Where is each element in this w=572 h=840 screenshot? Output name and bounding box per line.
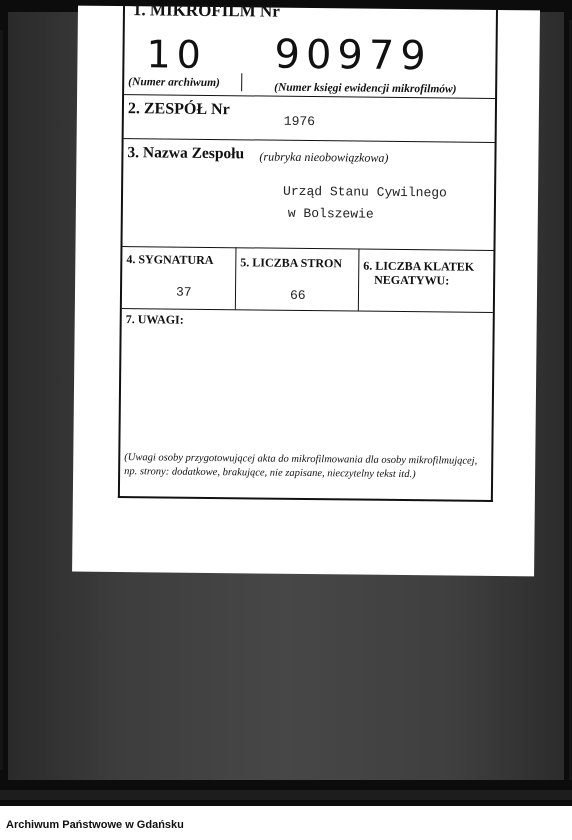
section-3-note: (rubryka nieobowiązkowa) — [259, 149, 389, 165]
caption-divider — [241, 73, 242, 91]
notes-line-1: (Uwagi osoby przygotowującej akta do mikrofilmowania dla osoby mikrofilmującej, — [124, 452, 478, 467]
zespol-number: 1976 — [283, 113, 316, 130]
section-1-label: 1. MIKROFILM Nr — [132, 0, 280, 21]
zespol-name-line-2: w Bolszewie — [287, 205, 374, 222]
divider-5-6 — [358, 249, 360, 311]
archive-number: 10 — [146, 32, 208, 77]
section-6-label-line-2: NEGATYWU: — [374, 272, 450, 288]
microfilm-form-card — [72, 0, 540, 577]
ledger-number-caption: (Numer księgi ewidencji mikrofilmów) — [274, 81, 457, 96]
divider-2 — [124, 138, 495, 143]
scan-edge — [0, 30, 3, 770]
archive-number-caption: (Numer archiwum) — [128, 76, 220, 90]
ledger-number: 90979 — [274, 31, 432, 80]
section-3-label: 3. Nazwa Zespołu — [127, 144, 245, 163]
section-7-label: 7. UWAGI: — [125, 312, 184, 327]
form-table — [118, 0, 498, 502]
sygnatura-value: 37 — [175, 284, 192, 300]
section-5-label: 5. LICZBA STRON — [240, 255, 343, 271]
archive-name: Archiwum Państwowe w Gdańsku — [6, 819, 184, 831]
pages-value: 66 — [289, 287, 306, 303]
divider-3 — [122, 246, 493, 251]
section-2-label: 2. ZESPÓŁ Nr — [127, 100, 230, 119]
zespol-name-line-1: Urząd Stanu Cywilnego — [283, 183, 447, 201]
notes-line-2: np. strony: dodatkowe, brakujące, nie zapisane, nieczytelny tekst itd.) — [124, 466, 416, 481]
section-6-label-line-1: 6. LICZBA KLATEK — [363, 258, 475, 274]
scan-bottom-strip — [0, 790, 572, 800]
divider-4-5 — [235, 247, 237, 309]
section-4-label: 4. SYGNATURA — [126, 252, 214, 268]
